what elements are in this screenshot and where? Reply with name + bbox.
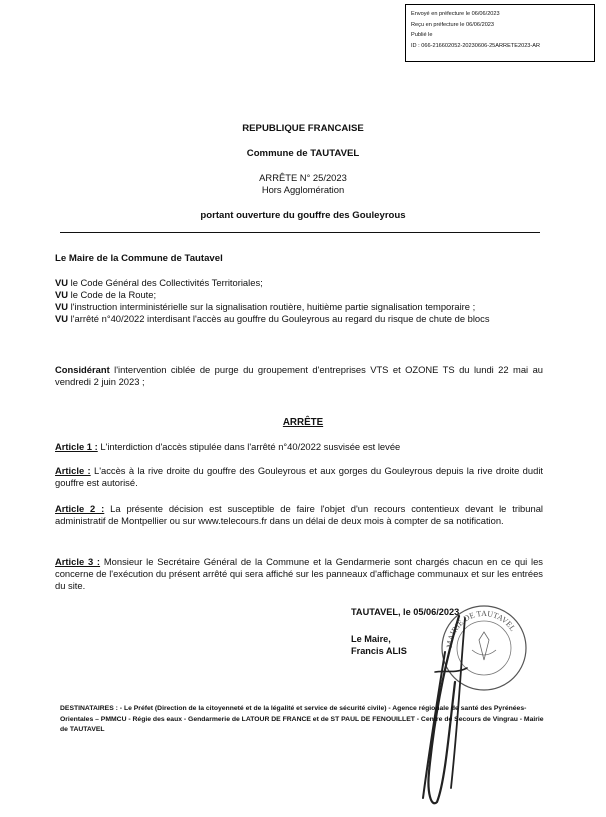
place-date: TAUTAVEL, le 05/06/2023 [351,607,460,617]
vu-block [55,277,543,325]
signatory-role: Le Maire, [351,634,391,644]
stamp-published: Publié le [411,32,433,38]
vu-line: VU le Code Général des Collectivités Territoriales; [55,277,263,288]
vu-line: VU le Code de la Route; [55,289,157,300]
header-divider [60,232,540,233]
arrete-scope: Hors Agglomération [261,184,345,195]
article-1: Article 1 : L'interdiction d'accès stipulée dans l'arrêté n°40/2022 susvisée est levée [55,441,401,452]
considerant-label: Considérant [55,364,110,375]
svg-text:MAIRIE DE TAUTAVEL: MAIRIE DE TAUTAVEL [444,608,518,649]
arrete-number: ARRÊTE N° 25/2023 [259,172,347,183]
stamp-sent: Envoyé en préfecture le 06/06/2023 [411,11,500,17]
considerant-paragraph: Considérant l'intervention ciblée de purge du groupement d'entreprises VTS et OZONE TS du lundi 22 mai au vendredi 2 juin 2023 ; [55,364,543,387]
article-2: Article 2 : La présente décision est susceptible de faire l'objet d'un recours contentieux devant le tribunal administratif de Montpellier ou sur www.telecours.fr dans un délai de deux mois à compter de sa notification. [55,503,543,526]
prefecture-stamp [405,4,595,62]
stamp-received: Reçu en préfecture le 06/06/2023 [411,21,495,28]
arrete-heading: ARRÊTE [282,417,324,428]
stamp-id: ID : 066-216602052-20230606-25ARRETE2023-AR [411,42,541,49]
arrete-subject: portant ouverture du gouffre des Gouleyrous [200,210,406,221]
signatory-name: Francis ALIS [351,646,407,656]
article-3: Article 3 : Monsieur le Secrétaire Général de la Commune et la Gendarmerie sont chargés chacun en ce qui les concerne de l'exécution du présent arrêté qui sera affiché sur les panneaux d'affichage communaux et sur les entrées du site. [55,556,543,591]
mayor-title: Le Maire de la Commune de Tautavel [55,253,223,264]
vu-line: VU l'arrêté n°40/2022 interdisant l'accès au gouffre du Gouleyrous au regard du risque de chute de blocs [55,313,490,324]
destinataires: DESTINATAIRES : - Le Préfet (Direction de la citoyenneté et de la légalité et service de sécurité civile) - Agence régionale de santé des Pyrénées-Orientales – PMMCU - Régie des eaux - Gendarmerie de LATOUR DE FRANCE et de ST PAUL DE FENOUILLET - Centre de Secours de Vingrau - Mairie de TAUTAVEL [60,705,544,733]
article-unnumbered: Article : L'accès à la rive droite du gouffre des Gouleyrous et aux gorges du Gouleyrous depuis la rive droite dudit gouffre est autorisé. [55,465,544,488]
republic-heading: REPUBLIQUE FRANCAISE [242,123,364,134]
vu-line: VU l'instruction interministérielle sur la signalisation routière, huitième partie signalisation temporaire ; [55,301,476,312]
commune-heading: Commune de TAUTAVEL [246,148,360,159]
